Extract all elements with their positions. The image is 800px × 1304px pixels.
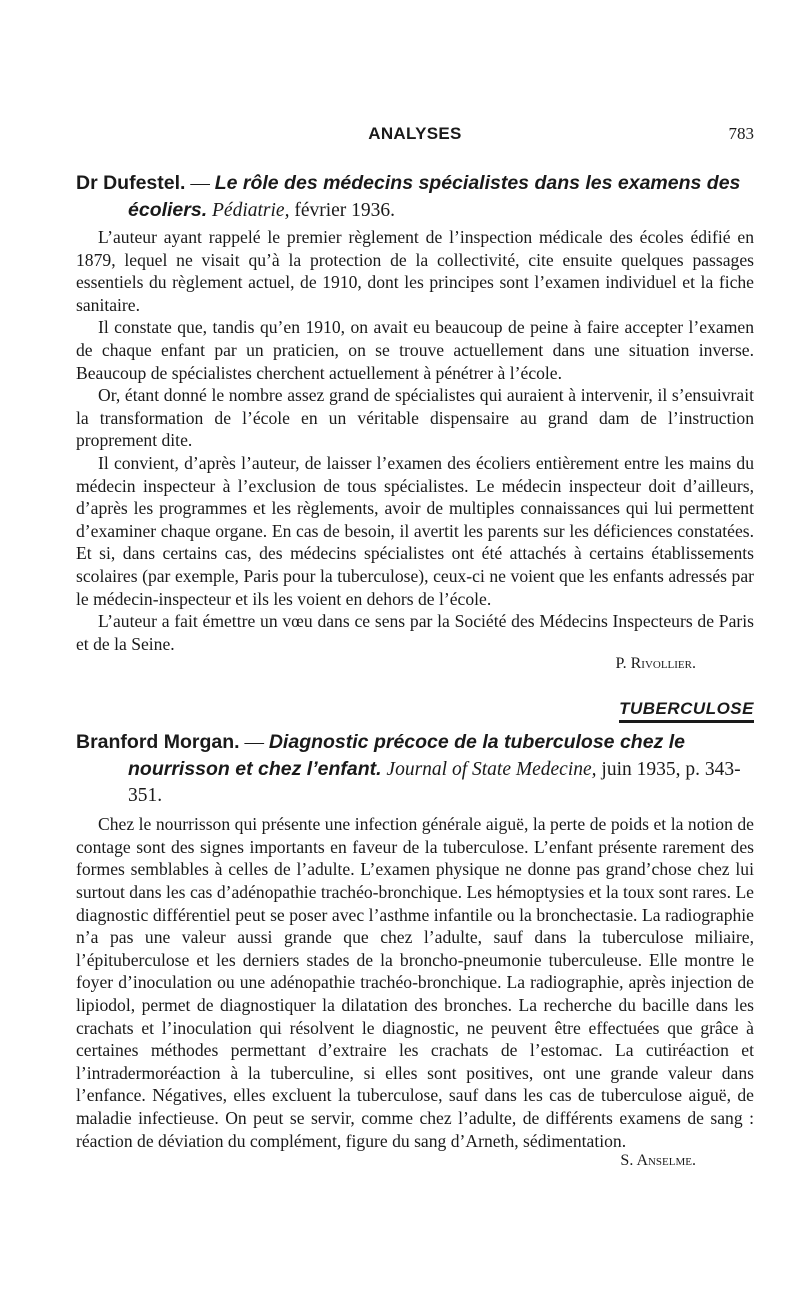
entry1-dash: — bbox=[185, 173, 215, 194]
running-head bbox=[76, 124, 754, 154]
entry1-signature-row bbox=[76, 655, 754, 673]
entry1-paragraph-text: L’auteur a fait émettre un vœu dans ce sens par la Société des Médecins Inspecteurs de Paris et de la Seine. bbox=[76, 611, 754, 654]
page bbox=[76, 124, 754, 1170]
section-title: TUBERCULOSE bbox=[619, 699, 754, 723]
entry1-paragraph: Il constate que, tandis qu’en 1910, on avait eu beaucoup de peine à faire accepter l’examen de chaque enfant par un praticien, on se trouve actuellement dans une situation inverse. Beaucoup de spécialistes cherchent actuellement à pénétrer à l’école. bbox=[76, 317, 754, 383]
entry2-signature: S. Anselme. bbox=[620, 1152, 696, 1170]
section-heading bbox=[76, 699, 754, 719]
entry2-heading bbox=[76, 729, 754, 809]
entry2-dash: — bbox=[239, 732, 269, 754]
entry2-date: juin 1935, p. 343-351. bbox=[128, 759, 741, 807]
entry2-author: Branford Morgan. bbox=[76, 731, 240, 754]
entry1-paragraph: Il convient, d’après l’auteur, de laisser l’examen des écoliers entièrement entre les mains du médecin inspecteur à l’exclusion de tous spécialistes. Le médecin inspecteur doit d’ailleurs, d’après les programmes et les règlements, avoir de multiples connaissances qui lui permettent d’examiner chaque organe. En cas de besoin, il avertit les parents sur les déficiences constatées. Et si, dans certains cas, des médecins spécialistes ont été attachés à certains établissements scolaires (par exemple, Paris pour la tuberculose), ceux-ci ne voient que les enfants adressés par le médecin-inspecteur et ils les voient en dehors de l’école. bbox=[76, 452, 754, 609]
entry1-signature: P. Rivollier. bbox=[615, 655, 696, 673]
running-title: ANALYSES bbox=[368, 124, 462, 143]
entry1-paragraph: L’auteur ayant rappelé le premier règlement de l’inspection médicale des écoles édifié en 1879, lequel ne visait qu’à la protection de la collectivité, cite ensuite quelques passages essentiels du règlement actuel, de 1910, dont les principes sont l’examen individuel et la fiche sanitaire. bbox=[76, 227, 754, 315]
page-number: 783 bbox=[728, 124, 754, 143]
entry2-paragraph: Chez le nourrisson qui présente une infection générale aiguë, la perte de poids et la notion de contage sont des signes importants en faveur de la tuberculose. L’enfant présente rarement des formes semblables à celles de l’adulte. L’examen physique ne donne pas grand’chose chez lui surtout dans les cas d’adénopathie trachéo-bronchique. Les hémoptysies et la toux sont rares. Le diagnostic différentiel peut se poser avec l’asthme infantile ou la bronchectasie. La radiographie n’a pas une valeur aussi grande que chez l’adulte, sauf dans la tuberculose miliaire, l’épituberculose et les derniers stades de la broncho-pneumonie tuberculeuse. Elle montre le foyer d’inoculation ou une adénopathie trachéo-bronchique. La radiographie, après injection de lipiodol, permet de diagnostiquer la dilatation des bronches. La recherche du bacille dans les crachats et l’inoculation qui résolvent le diagnostic, ne peuvent être effectuées que grâce à certaines méthodes permettant d’extraire les crachats de l’estomac. La cutiréaction et l’intradermoréaction à la tuberculine, si elles sont positives, ont une grande valeur dans l’enfance. Négatives, elles excluent la tuberculose, sauf dans les cas de tuberculose aiguë, de maladie infectieuse. On peut se servir, comme chez l’adulte, de différents examens de sang : réaction de déviation du complément, figure du sang d’Arneth, sédimentation. bbox=[76, 814, 754, 1151]
entry1-paragraph: Or, étant donné le nombre assez grand de spécialistes qui auraient à intervenir, il s’ensuivrait la transformation de l’école en un véritable dispensaire au grand dam de l’instruction proprement dite. bbox=[76, 385, 754, 451]
entry1-heading bbox=[76, 170, 754, 224]
entry2-title: Diagnostic précoce de la tuberculose chez le nourrisson et chez l’enfant. bbox=[128, 731, 685, 781]
entry1-journal: Pédiatrie, bbox=[212, 200, 290, 221]
entry1-author: Dr Dufestel. bbox=[76, 172, 186, 194]
entry2-journal: Journal of State Medecine, bbox=[381, 759, 597, 781]
entry2-signature-row bbox=[76, 1152, 754, 1170]
entry1-title: Le rôle des médecins spécialistes dans les examens des écoliers. bbox=[128, 172, 741, 221]
entry1-paragraph-last bbox=[76, 610, 754, 655]
entry1-date: février 1936. bbox=[289, 200, 396, 221]
